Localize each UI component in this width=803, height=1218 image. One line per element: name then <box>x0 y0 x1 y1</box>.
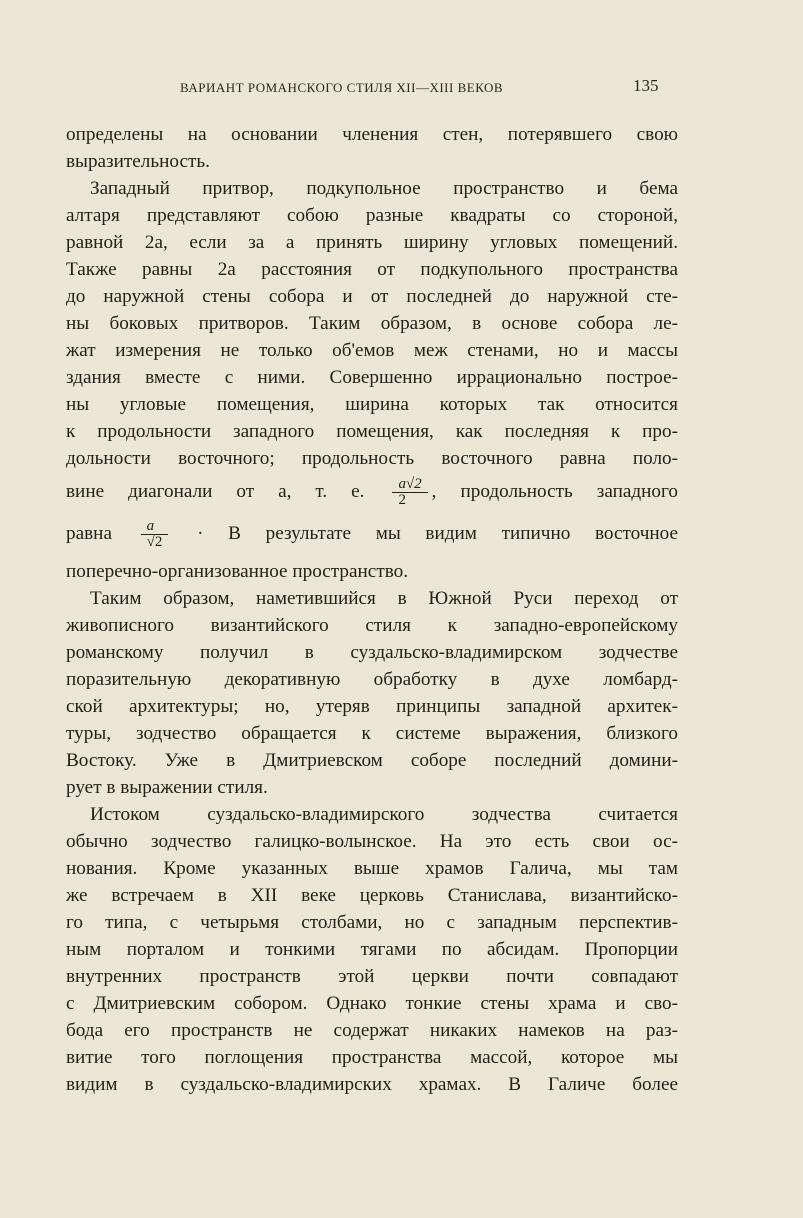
text-line: обычно зодчество галицко-волынское. На это есть свои ос- <box>66 831 678 852</box>
fraction-numerator: a√2 <box>392 477 427 493</box>
text-line: го типа, с четырьмя столбами, но с западным перспектив- <box>66 912 678 933</box>
text-line: к продольности западного помещения, как последняя к про- <box>66 421 678 442</box>
formula-2-before: равна <box>66 523 112 544</box>
text-line: дольности восточного; продольность восточного равна поло- <box>66 448 678 469</box>
text-line: поперечно-организованное пространство. <box>66 561 409 582</box>
paragraph-start: Истоком суздальско-владимирского зодчества считается <box>90 804 678 825</box>
fraction-denominator: √2 <box>146 534 163 551</box>
running-title: ВАРИАНТ РОМАНСКОГО СТИЛЯ XII—XIII ВЕКОВ <box>180 80 504 95</box>
fraction-denominator: 2 <box>398 492 406 509</box>
text-line: ным порталом и тонкими тягами по абсидам. Пропорции <box>66 939 678 960</box>
fraction-a-root2-over-2 <box>392 477 427 508</box>
text-line: с Дмитриевским собором. Однако тонкие стены храма и сво- <box>66 993 678 1014</box>
text-line: внутренних пространств этой церкви почти совпадают <box>66 966 678 987</box>
formula-1-after: , продольность западного <box>431 481 678 502</box>
text-line: нования. Кроме указанных выше храмов Галича, мы там <box>66 858 678 879</box>
text-line: ны боковых притворов. Таким образом, в основе собора ле- <box>66 313 678 334</box>
formula-2-after: · В результате мы видим типично восточное <box>197 523 679 544</box>
text-line: ской архитектуры; но, утеряв принципы западной архитек- <box>66 696 678 717</box>
text-line: до наружной стены собора и от последней до наружной сте- <box>66 286 678 307</box>
paragraph-start: Западный притвор, подкупольное пространство и бема <box>90 178 678 199</box>
text-line: ны угловые помещения, ширина которых так относится <box>66 394 678 415</box>
text-line: видим в суздальско-владимирских храмах. В Галиче более <box>66 1074 678 1095</box>
text-line: определены на основании членения стен, потерявшего свою <box>66 124 678 145</box>
formula-line-1 <box>66 475 678 509</box>
text-line: алтаря представляют собою разные квадраты со стороной, <box>66 205 678 226</box>
fraction-numerator: a <box>141 519 169 535</box>
text-line: бода его пространств не содержат никаких намеков на раз- <box>66 1020 678 1041</box>
text-line: рует в выражении стиля. <box>66 777 268 798</box>
text-line: Также равны 2a расстояния от подкупольного пространства <box>66 259 678 280</box>
text-line: равной 2a, если за a принять ширину угловых помещений. <box>66 232 678 253</box>
page-number: 135 <box>633 76 659 95</box>
formula-1-before: вине диагонали от a, т. е. <box>66 481 365 502</box>
text-line: жат измерения не только об'емов меж стенами, но и массы <box>66 340 678 361</box>
text-line: Востоку. Уже в Дмитриевском соборе последний домини- <box>66 750 678 771</box>
text-line: живописного византийского стиля к западно-европейскому <box>66 615 678 636</box>
text-line: здания вместе с ними. Совершенно иррационально построе- <box>66 367 678 388</box>
text-line: поразительную декоративную обработку в духе ломбард- <box>66 669 678 690</box>
text-line: же встречаем в XII веке церковь Станислава, византийско- <box>66 885 678 906</box>
text-line: витие того поглощения пространства массой, которое мы <box>66 1047 678 1068</box>
text-line: выразительность. <box>66 151 210 172</box>
fraction-a-over-root2 <box>141 519 169 550</box>
text-line: романскому получил в суздальско-владимирском зодчестве <box>66 642 678 663</box>
formula-line-2 <box>66 514 678 554</box>
paragraph-start: Таким образом, наметившийся в Южной Руси переход от <box>90 588 678 609</box>
text-line: туры, зодчество обращается к системе выражения, близкого <box>66 723 678 744</box>
